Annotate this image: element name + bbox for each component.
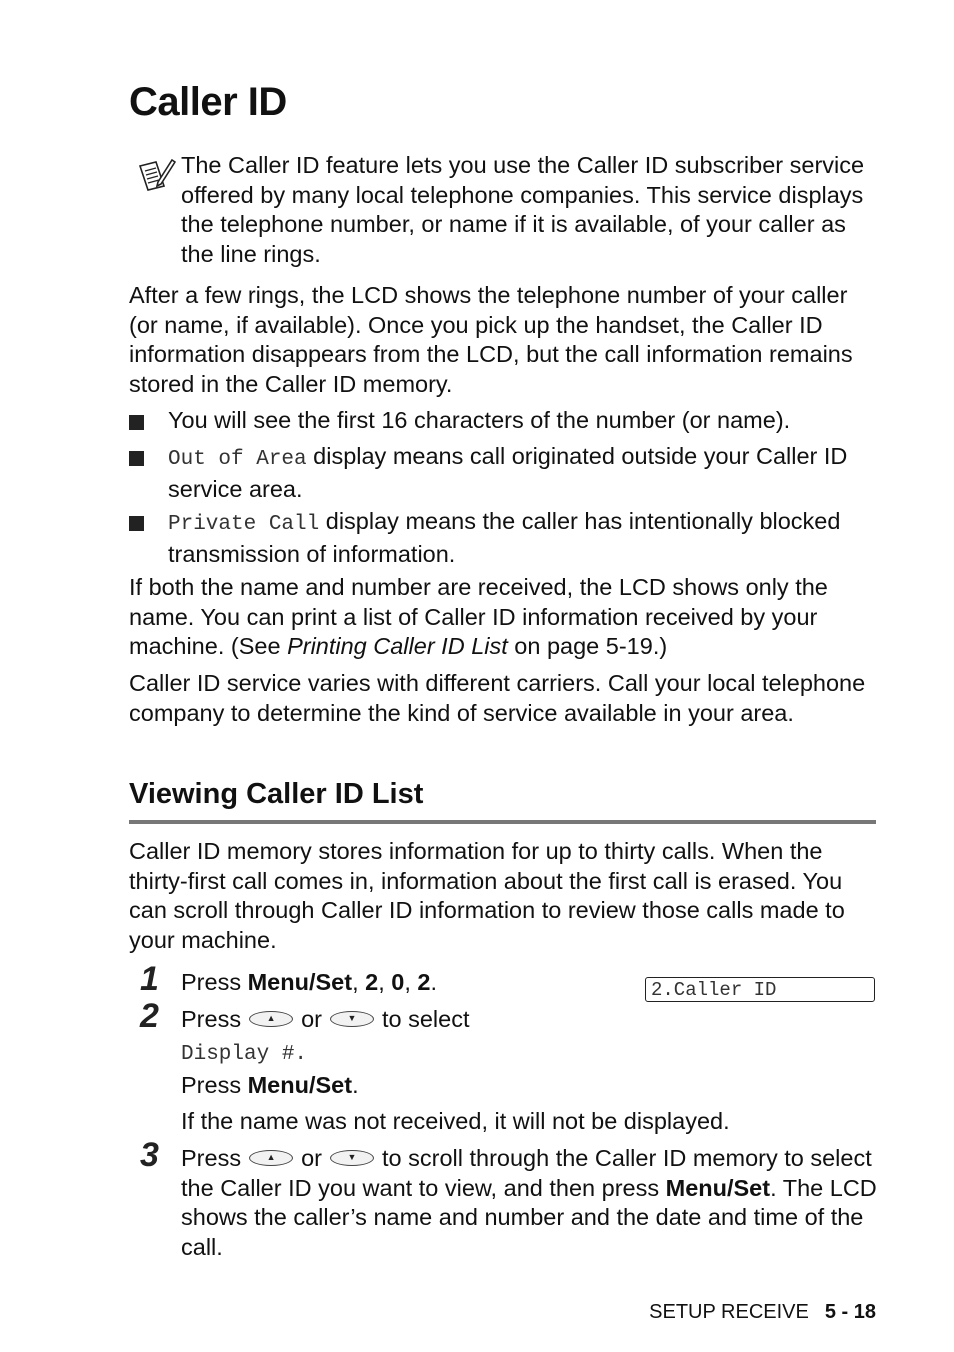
- footer-section: SETUP RECEIVE: [649, 1301, 809, 1323]
- intro-paragraph: After a few rings, the LCD shows the telephone number of your caller (or name, if available). Once you pick up the handset, the Caller ID information disappears from the LCD, but the call information remains stored in the Caller ID memory.: [129, 282, 853, 397]
- note-text: The Caller ID feature lets you use the Caller ID subscriber service offered by many local telephone companies. This service displays the telephone number, or name if it is available, of your caller as the line rings.: [181, 152, 865, 267]
- bullet-text: display means the caller has intentionally blocked transmission of information.: [168, 508, 841, 567]
- lcd-display-text: 2.Caller ID: [651, 979, 777, 1001]
- lcd-message: Display #: [181, 1043, 295, 1066]
- section-intro: Caller ID memory stores information for up to thirty calls. When the thirty-first call comes in, information about the first call is erased. You can scroll through Caller ID information to review those calls made to your machine.: [129, 838, 845, 953]
- step-3-text: Press ▲ or ▼ to scroll through the Caller ID memory to select the Caller ID you want to view, and then press Menu/Set. The LCD shows the caller’s name and number and the date and time of the call.: [181, 1145, 877, 1260]
- section-heading: Viewing Caller ID List: [129, 778, 424, 810]
- section-divider: [129, 820, 876, 824]
- bullet-item: [129, 406, 881, 436]
- down-arrow-key-icon: ▼: [330, 1011, 374, 1027]
- step-info: If the name was not received, it will not be displayed.: [181, 1108, 730, 1134]
- bullet-square-icon: [129, 516, 144, 531]
- step-2-text: Press ▲ or ▼ to select: [181, 1006, 470, 1032]
- down-arrow-key-icon: ▼: [330, 1150, 374, 1166]
- menu-set-key-label: Menu/Set: [247, 969, 353, 995]
- up-arrow-key-icon: ▲: [249, 1011, 293, 1027]
- body-text: If both the name and number are received, the LCD shows only the name. You can print a list of Caller ID information received by your machine. (See: [129, 574, 828, 659]
- lcd-message: Private Call: [168, 513, 320, 536]
- bullet-text: You will see the first 16 characters of the number (or name).: [168, 407, 791, 433]
- note-pencil-icon: [136, 156, 176, 196]
- body-text: on page 5-19.): [507, 633, 668, 659]
- bullet-item: [129, 442, 881, 504]
- bullet-text: display means call originated outside your Caller ID service area.: [168, 443, 848, 502]
- page-footer: [649, 1301, 876, 1324]
- body-paragraph: Caller ID service varies with different carriers. Call your local telephone company to determine the kind of service available in your area.: [129, 670, 866, 726]
- page-title: Caller ID: [129, 80, 287, 124]
- bullet-item: [129, 507, 881, 569]
- step-number: 2: [140, 997, 159, 1035]
- lcd-display: [645, 977, 875, 1002]
- menu-set-key-label: Menu/Set: [665, 1174, 771, 1201]
- step-1-text: Press Menu/Set, 2, 0, 2.: [181, 969, 438, 995]
- body-paragraph: [129, 573, 881, 662]
- up-arrow-key-icon: ▲: [249, 1150, 293, 1166]
- step-number: 3: [140, 1136, 159, 1174]
- menu-set-key-label: Menu/Set: [247, 1072, 353, 1098]
- step-number: 1: [140, 960, 159, 998]
- cross-reference: Printing Caller ID List: [287, 633, 508, 659]
- bullet-square-icon: [129, 451, 144, 466]
- page-number: 5 - 18: [824, 1301, 876, 1323]
- bullet-square-icon: [129, 415, 144, 430]
- lcd-message: Out of Area: [168, 448, 307, 471]
